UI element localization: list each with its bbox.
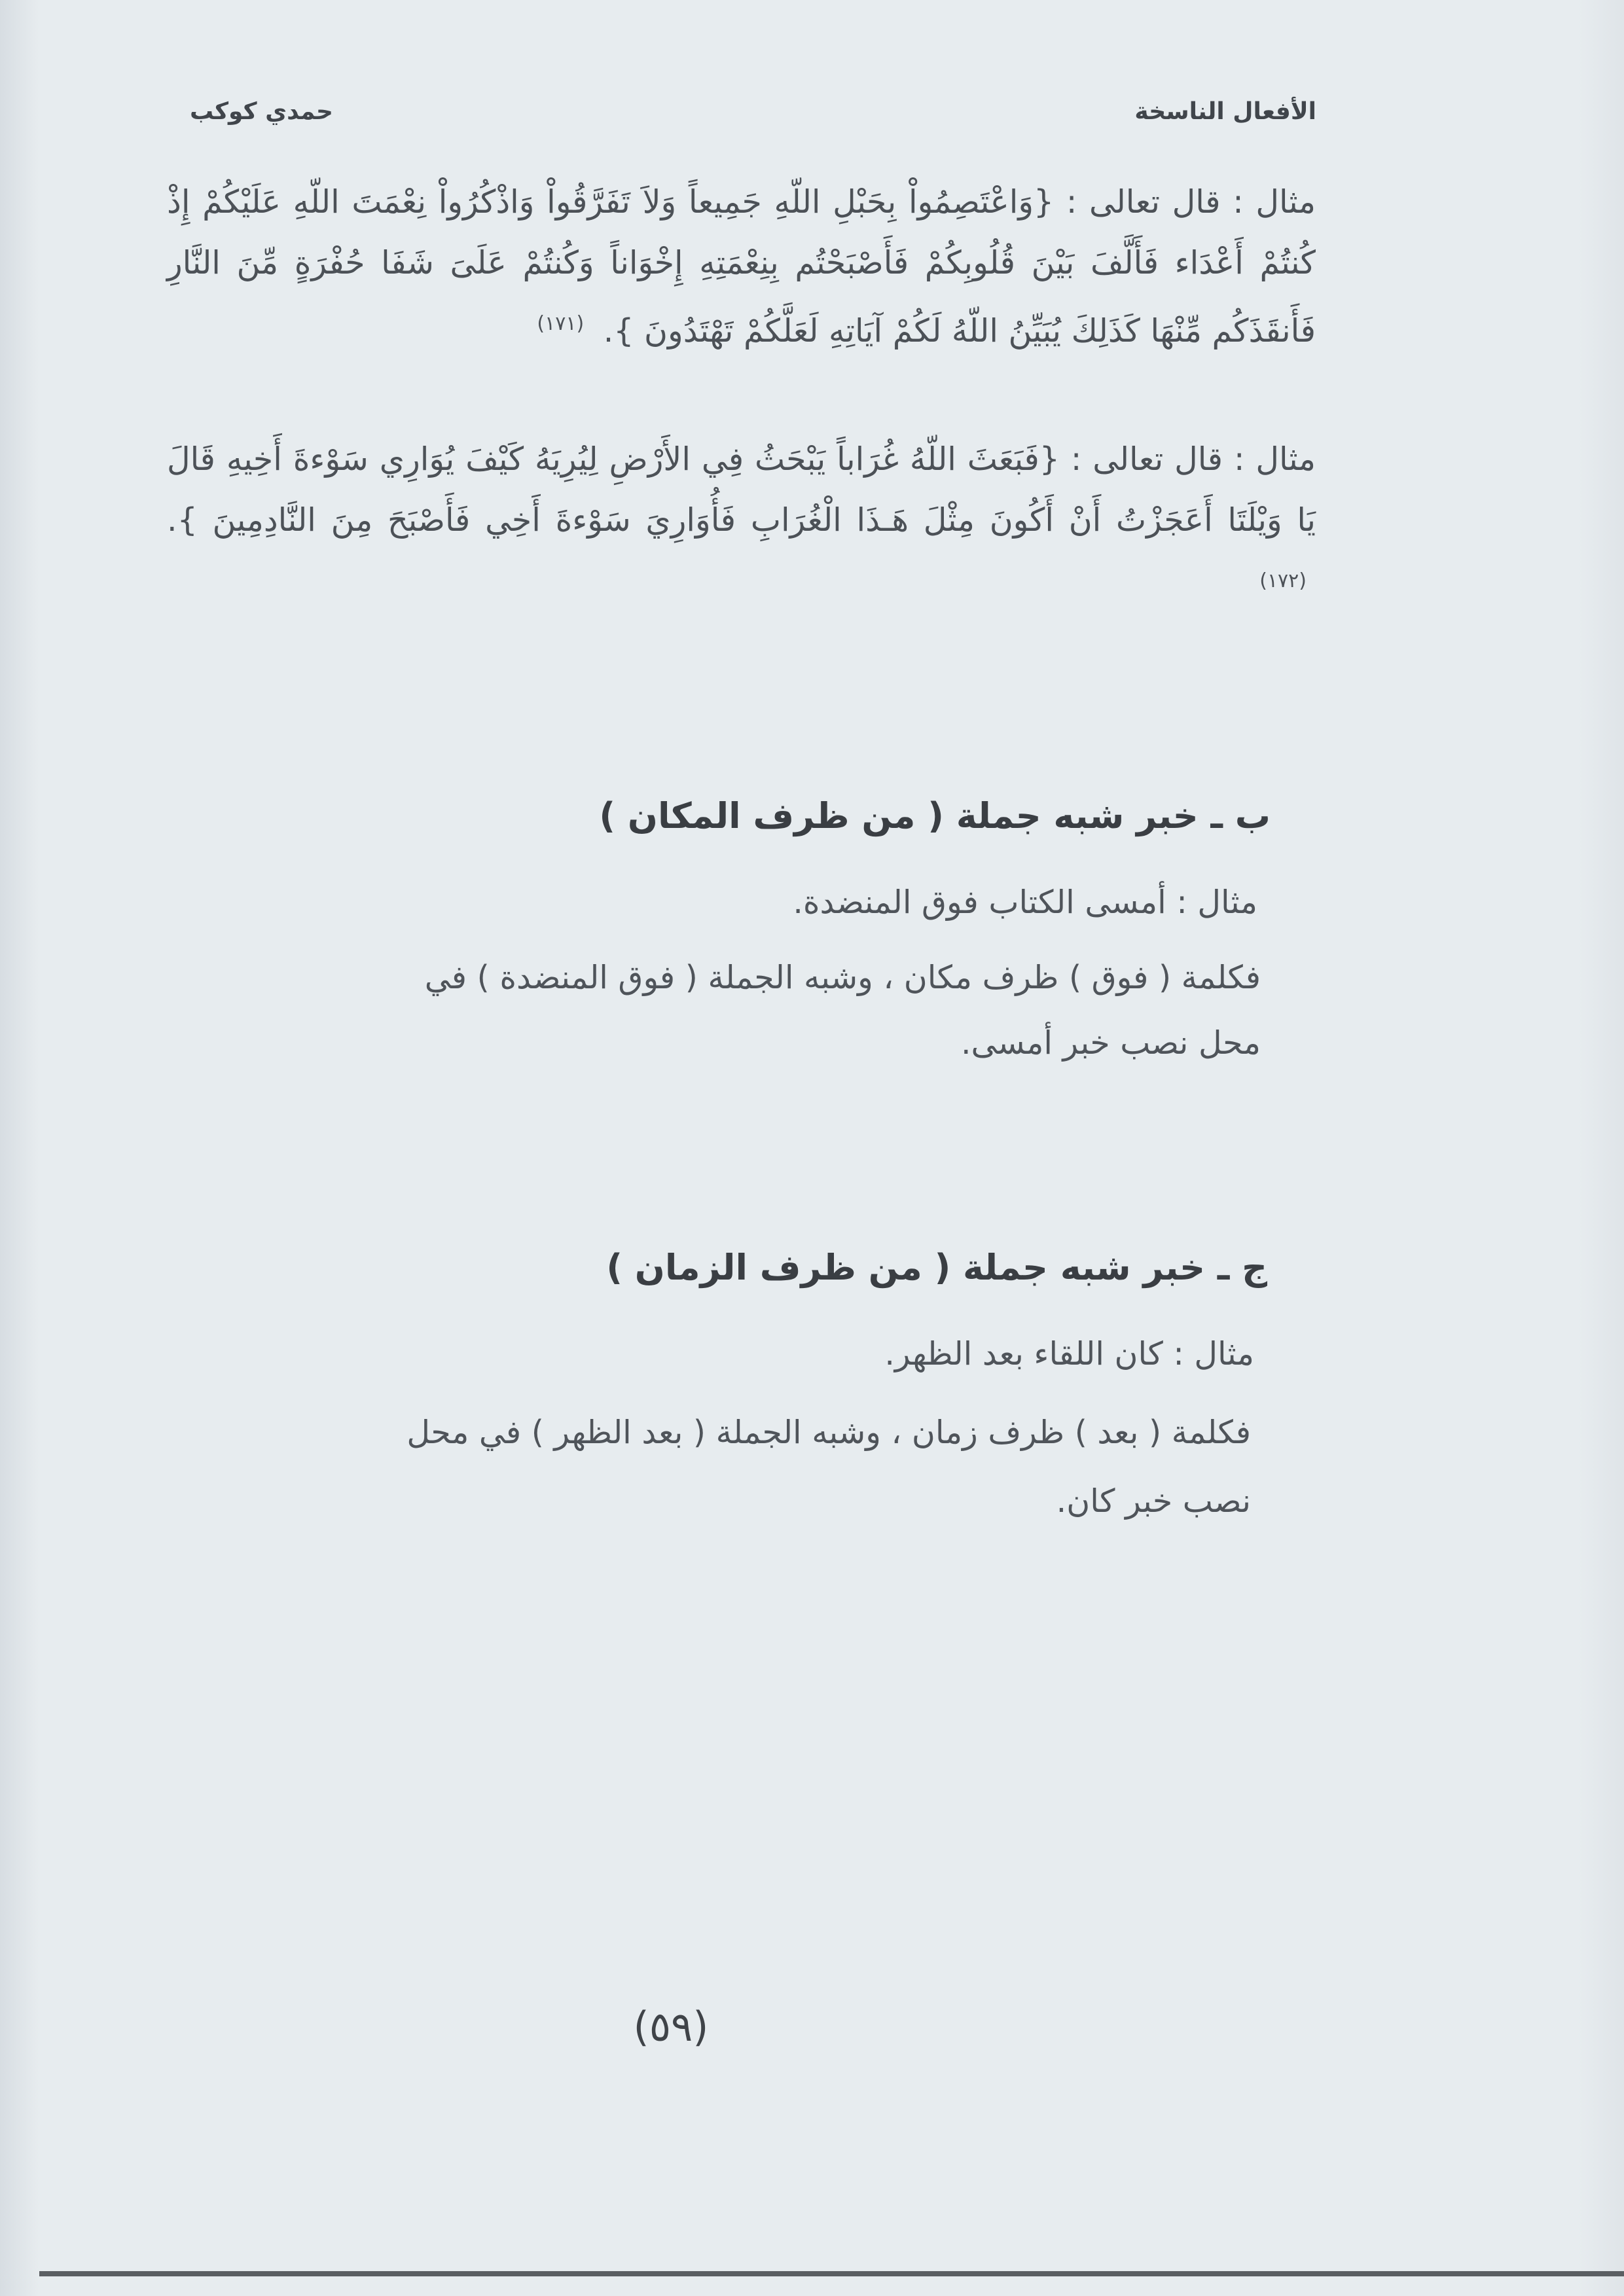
section-c-example: مثال : كان اللقاء بعد الظهر.	[884, 1335, 1254, 1372]
scan-shadow-left	[0, 0, 39, 2296]
footnote-ref: (١٧١)	[537, 312, 585, 335]
section-c-explanation-line-2: نصب خبر كان.	[1056, 1482, 1251, 1520]
example-label: مثال :	[1234, 440, 1316, 478]
section-c-explanation-line-1: فكلمة ( بعد ) ظرف زمان ، وشبه الجملة ( بعد الظهر ) في محل	[406, 1414, 1251, 1451]
section-b-explanation-line-1: فكلمة ( فوق ) ظرف مكان ، وشبه الجملة ( فوق المنضدة ) في	[424, 959, 1261, 996]
example-label: مثال :	[1233, 183, 1316, 221]
page-number: (٥٩)	[633, 2003, 709, 2051]
page-bottom-rule	[39, 2271, 1624, 2276]
running-header-title: الأفعال الناسخة	[1134, 98, 1316, 125]
section-b-example: مثال : أمسى الكتاب فوق المنضدة.	[793, 884, 1257, 921]
footnote-ref: (١٧٢)	[1259, 569, 1307, 592]
running-header-author: حمدي كوكب	[190, 98, 333, 125]
scan-shadow-right	[1578, 0, 1624, 2296]
example-text: قال تعالى : {وَاعْتَصِمُواْ بِحَبْلِ اللّهِ جَمِيعاً وَلاَ تَفَرَّقُواْ وَاذْكُرُواْ نِعْمَتَ اللّهِ عَلَيْكُمْ إِذْ كُنتُمْ أَعْدَاء فَأَلَّفَ بَيْنَ قُلُوبِكُمْ فَأَصْبَحْتُم بِنِعْمَتِهِ إِخْوَاناً وَكُنتُمْ عَلَىَ شَفَا حُفْرَةٍ مِّنَ النَّارِ فَأَنقَذَكُم مِّنْهَا كَذَلِكَ يُبَيِّنُ اللّهُ لَكُمْ آيَاتِهِ لَعَلَّكُمْ تَهْتَدُونَ }.	[167, 183, 1316, 350]
section-b-heading: ب ـ خبر شبه جملة ( من ظرف المكان )	[599, 795, 1271, 836]
section-b-explanation-line-2: محل نصب خبر أمسى.	[960, 1024, 1261, 1062]
quran-example-1	[167, 171, 1316, 361]
section-c-heading: ج ـ خبر شبه جملة ( من ظرف الزمان )	[606, 1247, 1267, 1288]
example-text: قال تعالى : {فَبَعَثَ اللّهُ غُرَاباً يَبْحَثُ فِي الأَرْضِ لِيُرِيَهُ كَيْفَ يُوَارِي سَوْءةَ أَخِيهِ قَالَ يَا وَيْلَتَا أَعَجَزْتُ أَنْ أَكُونَ مِثْلَ هَـذَا الْغُرَابِ فَأُوَارِيَ سَوْءةَ أَخِي فَأَصْبَحَ مِنَ النَّادِمِينَ }.	[167, 440, 1316, 539]
quran-example-2	[167, 429, 1316, 619]
